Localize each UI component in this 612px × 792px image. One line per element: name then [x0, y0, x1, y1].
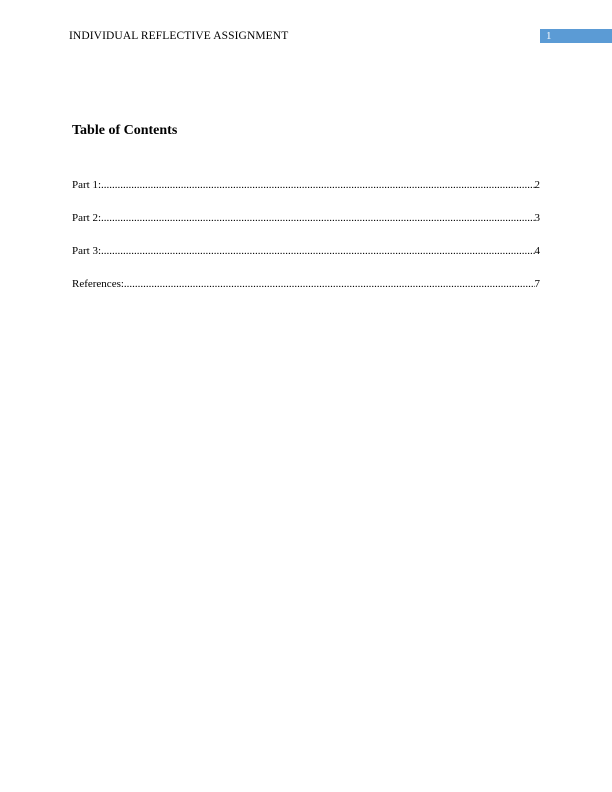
page-number-badge: 1	[540, 29, 612, 43]
toc-entry-part-1[interactable]	[72, 177, 540, 193]
toc-entry-label: Part 3:	[72, 245, 102, 257]
toc-entry-page: 4	[534, 245, 540, 257]
toc-entry-label: Part 2:	[72, 212, 102, 224]
toc-dot-leader	[101, 177, 534, 193]
toc-entry-page: 2	[534, 179, 540, 191]
toc-heading: Table of Contents	[72, 123, 178, 138]
toc-entry-references[interactable]	[72, 276, 540, 292]
toc-dot-leader	[124, 276, 535, 292]
toc-entry-label: Part 1:	[72, 179, 102, 191]
toc-entry-page: 3	[534, 212, 540, 224]
toc-entry-part-2[interactable]	[72, 210, 540, 226]
toc-entry-part-3[interactable]	[72, 243, 540, 259]
toc-dot-leader	[101, 210, 534, 226]
toc-entry-page: 7	[534, 278, 540, 290]
running-header-title: INDIVIDUAL REFLECTIVE ASSIGNMENT	[69, 30, 289, 42]
toc-list	[72, 177, 540, 309]
toc-entry-label: References:	[72, 278, 124, 290]
toc-dot-leader	[101, 243, 534, 259]
